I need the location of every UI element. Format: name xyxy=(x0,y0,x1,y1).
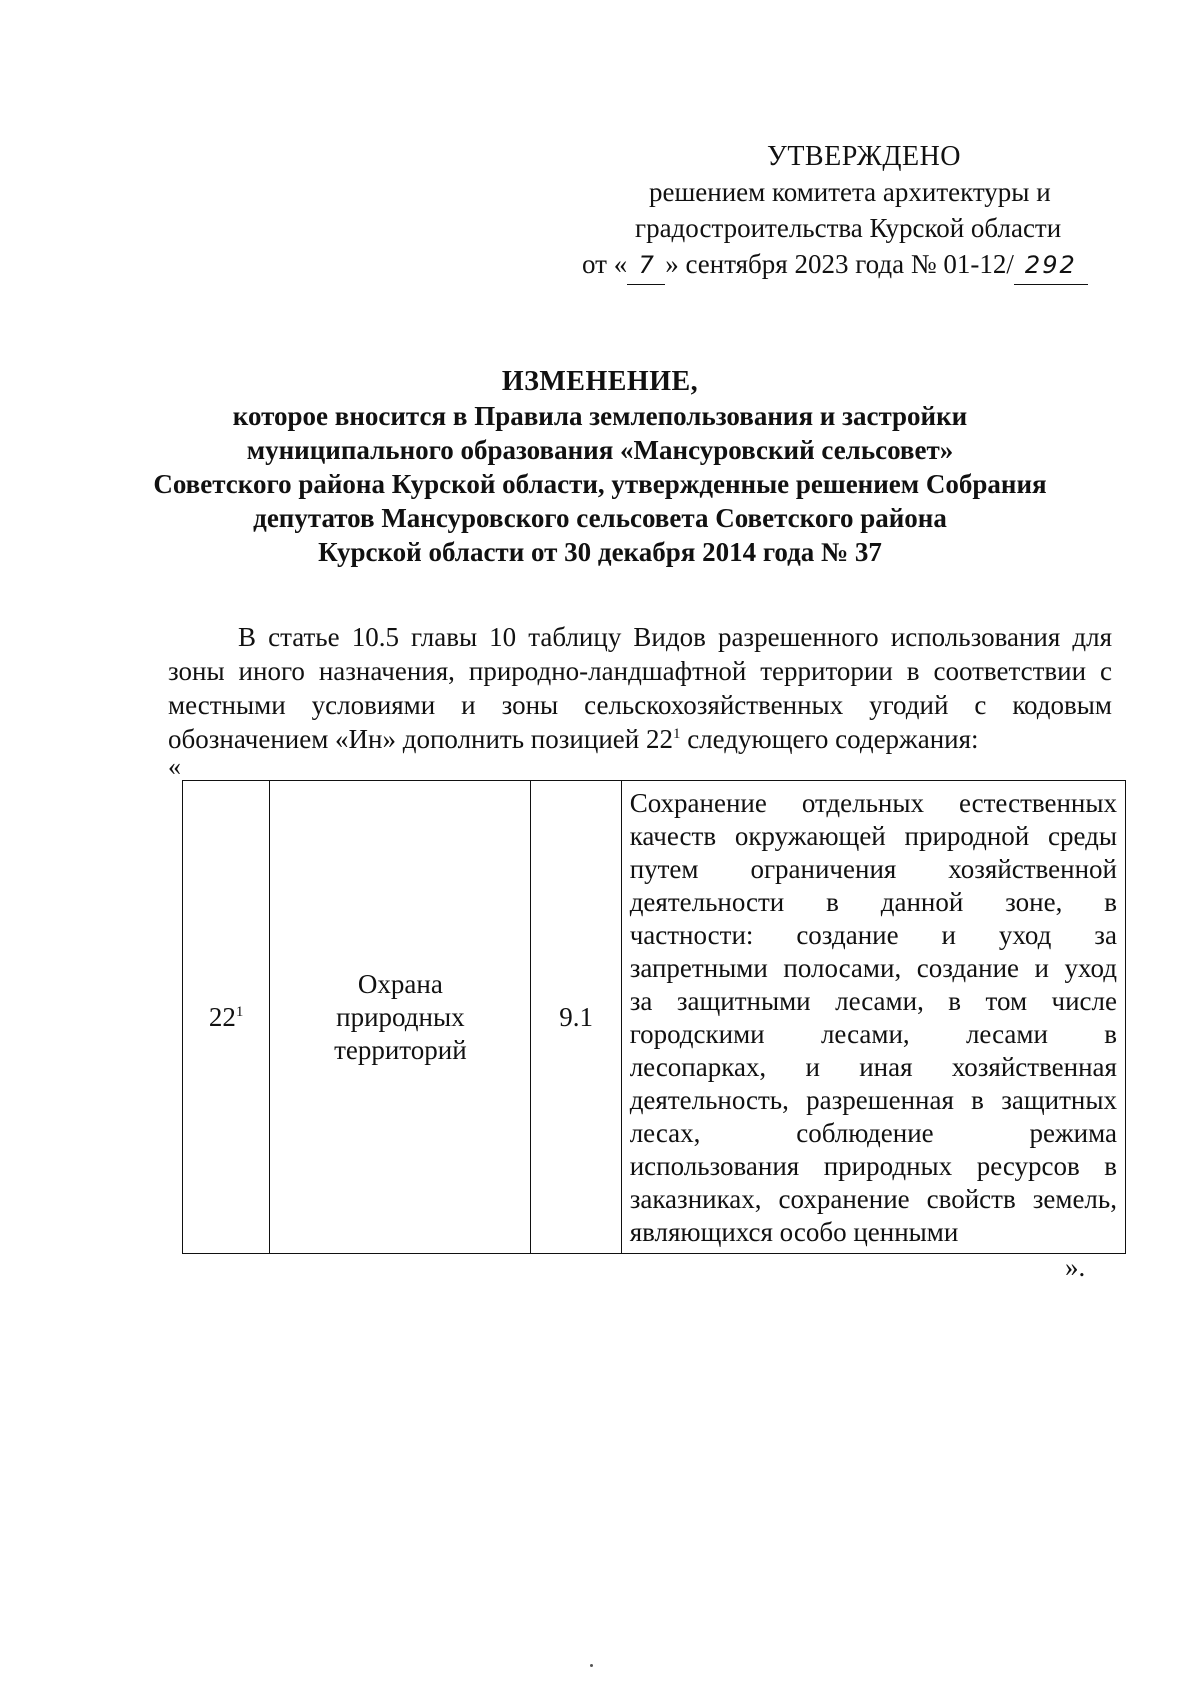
description-line: лесах, соблюдение режима xyxy=(629,1118,1117,1148)
description-line: качеств окружающей природной среды xyxy=(629,821,1117,851)
name-line: территорий xyxy=(334,1034,467,1065)
title-line: которое вносится в Правила землепользования и застройки xyxy=(232,401,968,431)
description-line: за защитными лесами, в том числе xyxy=(629,986,1117,1016)
description-line: заказниках, сохранение свойств земель, xyxy=(629,1184,1117,1214)
title-line: Советского района Курской области, утвержденные решением Собрания xyxy=(153,469,1047,499)
cell-name xyxy=(270,781,531,1254)
description-line: запретными полосами, создание и уход xyxy=(629,953,1117,983)
title-line: муниципального образования «Мансуровский сельсовет» xyxy=(246,435,954,465)
description-line: частности: создание и уход за xyxy=(629,920,1117,950)
description-line: деятельность, разрешенная в защитных xyxy=(629,1085,1117,1115)
description-line: городскими лесами, лесами в xyxy=(629,1019,1117,1049)
name-line: природных xyxy=(336,1001,465,1032)
row-number-superscript: 1 xyxy=(235,1003,244,1020)
approval-date-line xyxy=(582,246,1088,285)
date-prefix: от « xyxy=(582,249,628,279)
handwritten-number: 292 xyxy=(1014,247,1088,285)
name-line: Охрана xyxy=(357,968,443,999)
description-line: лесопарках, и иная хозяйственная xyxy=(629,1052,1117,1082)
document-title xyxy=(150,365,1050,569)
paragraph-tail: следующего содержания: xyxy=(680,724,979,754)
description-line: являющихся особо ценными xyxy=(629,1217,959,1247)
description-line: использования природных ресурсов в xyxy=(629,1151,1117,1181)
approval-line-1: решением комитета архитектуры и xyxy=(649,177,1051,207)
usage-table xyxy=(182,780,1126,1254)
cell-number xyxy=(183,781,270,1254)
description-line: деятельности в данной зоне, в xyxy=(629,887,1117,917)
opening-quote: « xyxy=(168,752,181,781)
closing-quote: ». xyxy=(1065,1252,1086,1282)
approval-title: УТВЕРЖДЕНО xyxy=(767,141,962,172)
description-line: Сохранение отдельных естественных xyxy=(629,788,1117,818)
cell-code: 9.1 xyxy=(531,781,621,1254)
description-line: путем ограничения хозяйственной xyxy=(629,854,1117,884)
handwritten-day: 7 xyxy=(627,247,665,285)
paragraph-text: В статье 10.5 главы 10 таблицу Видов разрешенного использования для зоны иного назначения, природно-ландшафтной территории в соответствии с местными условиями и зоны сельскохозяйственных угодий с кодовым обозначением «Ин» дополнить позицией 22 xyxy=(168,622,1112,754)
cell-description xyxy=(621,781,1125,1254)
row-number: 22 xyxy=(208,1001,236,1032)
approval-line-2: градостроительства Курской области xyxy=(635,213,1062,243)
title-line: Курской области от 30 декабря 2014 года № 37 xyxy=(318,537,882,567)
title-line: депутатов Мансуровского сельсовета Советского района xyxy=(253,503,947,533)
body-paragraph xyxy=(168,620,1112,756)
date-middle: » сентября 2023 года № 01-12/ xyxy=(665,249,1014,279)
title-heading: ИЗМЕНЕНИЕ, xyxy=(501,366,699,397)
paragraph-superscript: 1 xyxy=(672,726,681,742)
scan-dot xyxy=(590,1664,593,1667)
table-row xyxy=(183,781,1126,1254)
